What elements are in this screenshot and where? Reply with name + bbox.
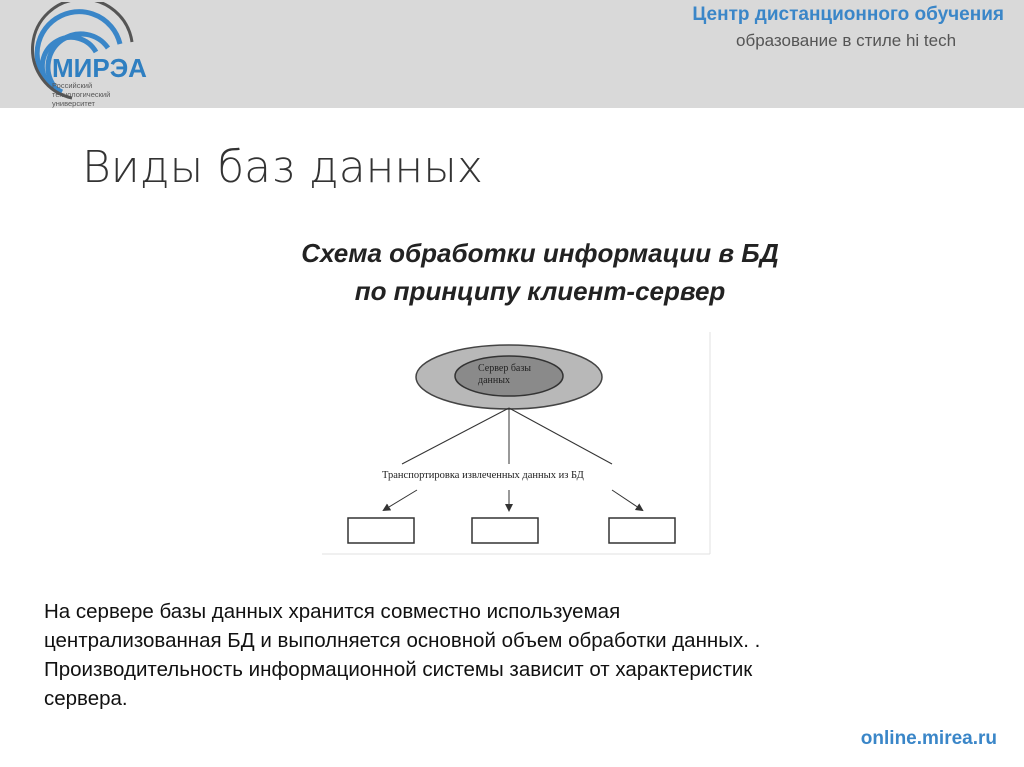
scheme-title-line2: по принципу клиент-сервер <box>354 276 726 306</box>
transport-label: Транспортировка извлеченных данных из БД <box>382 470 584 481</box>
scheme-title <box>130 234 950 310</box>
client-server-diagram <box>322 332 714 562</box>
body-line-1: На сервере базы данных хранится совместно используемая <box>44 600 621 623</box>
body-line-4: сервера. <box>44 687 128 710</box>
server-label-line1: Сервер базы <box>478 363 532 374</box>
client-box-3 <box>609 518 675 543</box>
footer-link[interactable]: online.mirea.ru <box>860 728 997 749</box>
scheme-title-line1: Схема обработки информации в БД <box>301 238 779 268</box>
client-box-1 <box>348 518 414 543</box>
center-title: Центр дистанционного обучения <box>692 4 1004 25</box>
logo-subtitle: Российский технологический университет <box>52 81 111 108</box>
logo-text: МИРЭА <box>52 53 147 83</box>
body-line-2: централизованная БД и выполняется основной объем обработки данных. . <box>44 629 761 652</box>
page-title: Виды баз данных <box>82 142 483 193</box>
body-text <box>44 597 994 713</box>
center-subtitle: образование в стиле hi tech <box>736 31 957 50</box>
client-box-2 <box>472 518 538 543</box>
body-line-3: Производительность информационной системы зависит от характеристик <box>44 658 753 681</box>
server-label-line2: данных <box>478 375 510 386</box>
